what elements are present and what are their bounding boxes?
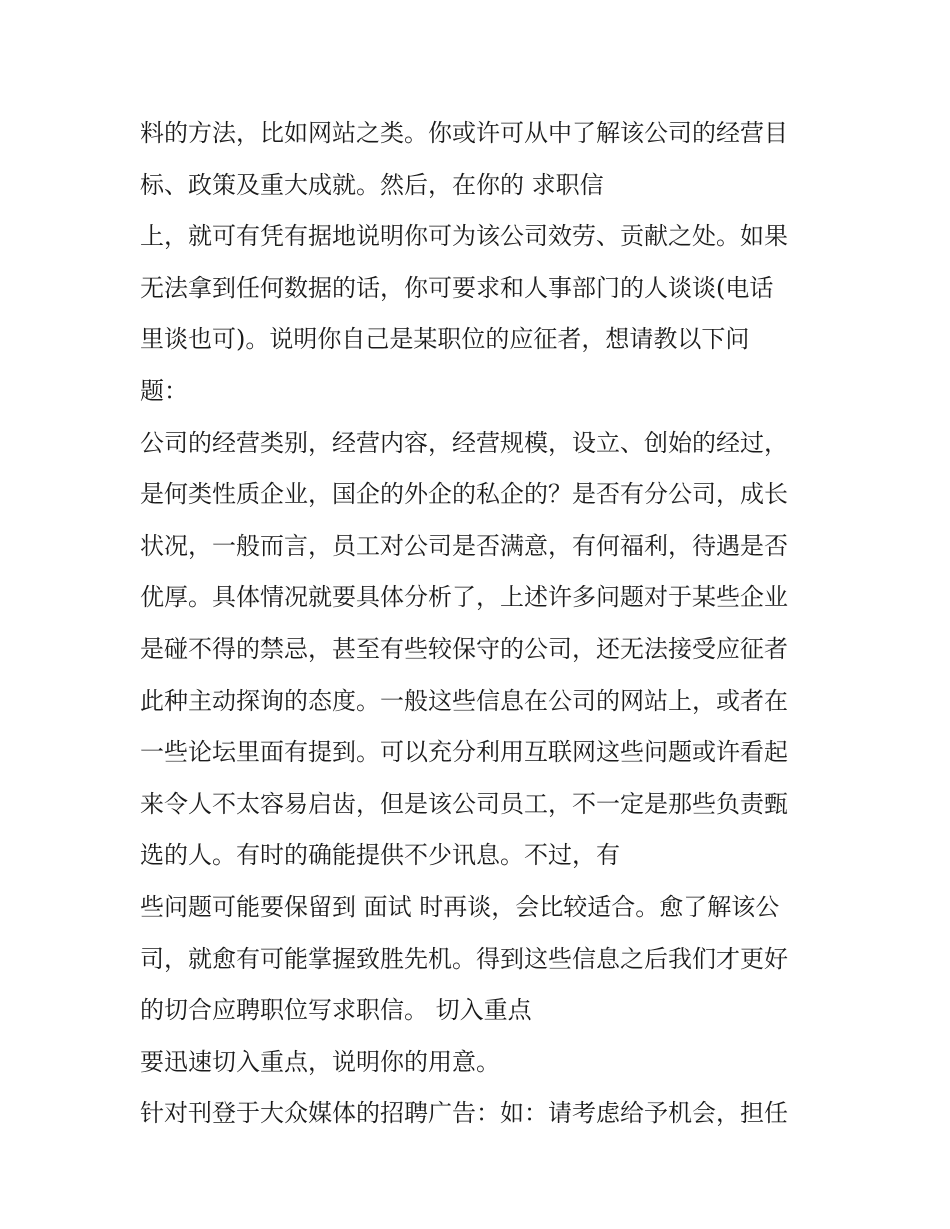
text-line: 是何类性质企业，国企的外企的私企的？是否有分公司，成长 [140, 480, 788, 509]
text-line: 上，就可有凭有据地说明你可为该公司效劳、贡献之处。如果 [140, 222, 788, 251]
text-line: 选的人。有时的确能提供不少讯息。不过，有 [140, 841, 620, 870]
text-line: 无法拿到任何数据的话，你可要求和人事部门的人谈谈(电话 [140, 273, 774, 302]
text-line: 公司的经营类别，经营内容，经营规模，设立、创始的经过， [140, 428, 788, 457]
text-line: 里谈也可)。说明你自己是某职位的应征者，想请教以下问 [140, 325, 750, 354]
text-line: 题： [140, 376, 188, 405]
text-line: 此种主动探询的态度。一般这些信息在公司的网站上，或者在 [140, 686, 788, 715]
text-line: 些问题可能要保留到 面试 时再谈，会比较适合。愈了解该公 [140, 892, 780, 921]
body-text [140, 108, 830, 1140]
text-line: 状况，一般而言，员工对公司是否满意，有何福利，待遇是否 [140, 531, 788, 560]
text-line: 一些论坛里面有提到。可以充分利用互联网这些问题或许看起 [140, 738, 788, 767]
text-line: 料的方法，比如网站之类。你或许可从中了解该公司的经营目 [140, 119, 788, 147]
text-line: 司，就愈有可能掌握致胜先机。得到这些信息之后我们才更好 [140, 944, 788, 973]
text-line: 要迅速切入重点，说明你的用意。 [140, 1047, 500, 1076]
text-line: 优厚。具体情况就要具体分析了，上述许多问题对于某些企业 [140, 583, 788, 612]
text-line: 针对刊登于大众媒体的招聘广告：如：请考虑给予机会，担任 [140, 1099, 788, 1128]
text-line: 标、政策及重大成就。然后，在你的 求职信 [140, 170, 604, 199]
text-line: 是碰不得的禁忌，甚至有些较保守的公司，还无法接受应征者 [140, 634, 788, 663]
text-line: 的切合应聘职位写求职信。 切入重点 [140, 996, 532, 1025]
text-line: 来令人不太容易启齿，但是该公司员工，不一定是那些负责甄 [140, 789, 788, 818]
